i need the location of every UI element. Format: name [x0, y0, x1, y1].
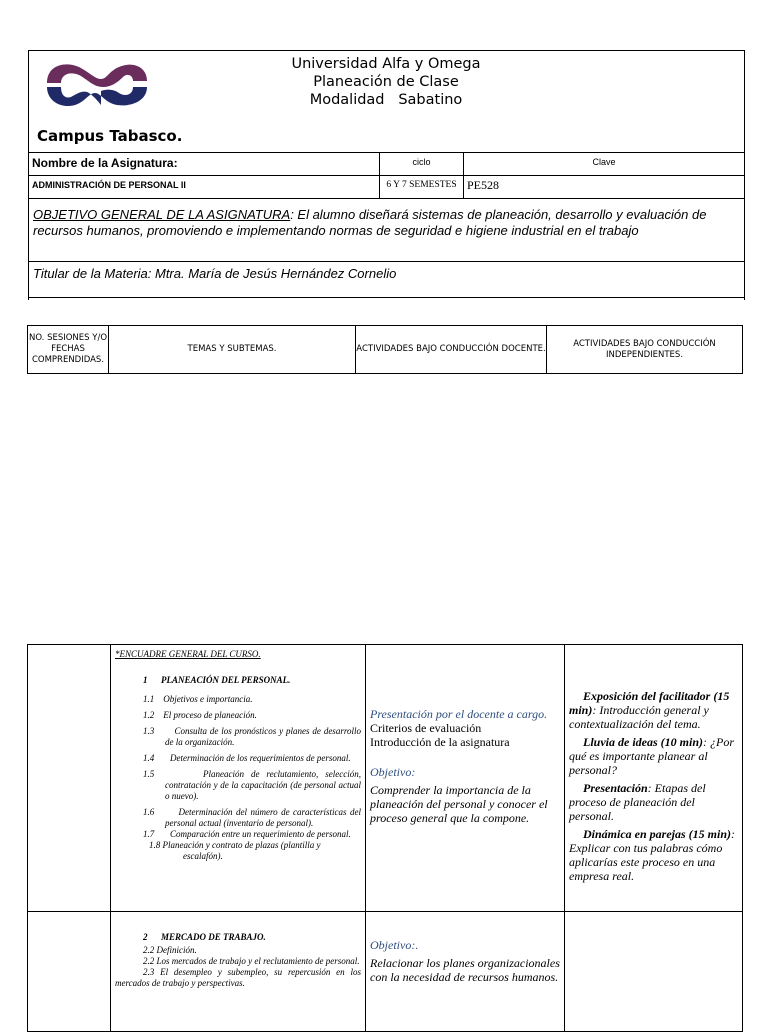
subtopic: 1.1 Objetivos e importancia.	[143, 694, 253, 704]
subtopic: 2.2 Los mercados de trabajo y el reclutamiento de personal.	[143, 956, 360, 966]
topics-cell-1	[111, 645, 366, 912]
objective-label: OBJETIVO GENERAL DE LA ASIGNATURA	[33, 207, 291, 222]
objective-cell	[29, 199, 745, 262]
content-table	[27, 644, 743, 1032]
criteria: Criterios de evaluación	[370, 721, 482, 735]
subtopic: 1.8 Planeación y contrato de plazas (plantilla y escalafón).	[149, 840, 321, 861]
objective-text-2: Relacionar los planes organizacionales con la necesidad de recursos humanos.	[370, 956, 560, 984]
subtopic: 1.2 El proceso de planeación.	[143, 710, 257, 720]
header-titles	[229, 55, 543, 109]
independent-activities-cell-1	[565, 645, 743, 912]
teacher-activities-cell-2	[366, 912, 565, 1032]
university-name: Universidad Alfa y Omega	[291, 56, 481, 72]
topics-cell-2	[111, 912, 366, 1032]
unit-title: 1 PLANEACIÓN DEL PERSONAL.	[143, 675, 291, 685]
objective-label-1: Objetivo:	[370, 765, 416, 779]
subtopic: 1.5 Planeación de reclutamiento, selección, contratación y de la capacitación (de personal actual o nuevo).	[143, 769, 364, 801]
subject-info-table	[28, 152, 745, 300]
activity-2: Lluvia de ideas (10 min): ¿Por qué es importante planear al personal?	[569, 735, 734, 777]
subtopic: 1.3 Consulta de los pronósticos y planes de desarrollo de la organización.	[143, 726, 364, 747]
sessions-cell-1	[28, 645, 111, 912]
university-logo-icon	[45, 57, 149, 109]
independent-activities-header: ACTIVIDADES BAJO CONDUCCIÓN INDEPENDIENTES.	[547, 326, 743, 374]
independent-activities-cell-2	[565, 912, 743, 1032]
framing: *ENCUADRE GENERAL DEL CURSO.	[115, 649, 261, 659]
campus-name: Campus Tabasco.	[37, 127, 183, 145]
sessions-header: NO. SESIONES Y/O FECHAS COMPRENDIDAS.	[28, 326, 109, 374]
topics-header: TEMAS Y SUBTEMAS.	[109, 326, 356, 374]
objective-text-1: Comprender la importancia de la planeación del personal y conocer el proceso general que la compone.	[370, 783, 548, 825]
subtopic: 1.7 Comparación entre un requerimiento de personal.	[143, 829, 351, 839]
subject-value: ADMINISTRACIÓN DE PERSONAL II	[29, 176, 380, 199]
teacher-activities-cell-1	[366, 645, 565, 912]
modality: Modalidad Sabatino	[309, 92, 463, 108]
document-title: Planeación de Clase	[313, 74, 459, 90]
sessions-cell-2	[28, 912, 111, 1032]
subtopic: 1.4 Determinación de los requerimientos de personal.	[143, 753, 351, 763]
unit-title-2: 2 MERCADO DE TRABAJO.	[143, 932, 266, 942]
activity-4: Dinámica en parejas (15 min): Explicar con tus palabras cómo aplicarías este proceso en una empresa real.	[569, 827, 736, 883]
key-label: Clave	[464, 153, 745, 176]
presentation: Presentación por el docente a cargo.	[370, 707, 548, 721]
objective-text: : El alumno diseñará sistemas de planeación, desarrollo y evaluación de recursos humanos, promoviendo e implementando normas de seguridad e higiene industrial en el trabajo	[33, 207, 707, 238]
subtopic: 1.6 Determinación del número de características del personal actual (inventario de personal).	[143, 807, 364, 828]
activity-3: Presentación: Etapas del proceso de planeación del personal.	[569, 781, 706, 823]
header-box	[28, 50, 745, 298]
intro: Introducción de la asignatura	[370, 735, 510, 749]
titular: Titular de la Materia: Mtra. María de Jesús Hernández Cornelio	[29, 262, 745, 301]
cycle-value: 6 Y 7 SEMESTES	[380, 176, 464, 199]
key-value: PE528	[464, 176, 745, 199]
columns-header-table	[27, 325, 743, 374]
subject-label: Nombre de la Asignatura:	[29, 153, 380, 176]
teacher-activities-header: ACTIVIDADES BAJO CONDUCCIÓN DOCENTE.	[356, 326, 547, 374]
cycle-label: ciclo	[380, 153, 464, 176]
objective-label-2: Objetivo:.	[370, 938, 419, 952]
subtopic: 2.2 Definición.	[143, 945, 197, 955]
subtopic: 2.3 El desempleo y subempleo, su repercusión en los mercados de trabajo y perspectivas.	[115, 967, 361, 988]
activity-1: Exposición del facilitador (15 min): Introducción general y contextualización del tema.	[569, 689, 730, 731]
